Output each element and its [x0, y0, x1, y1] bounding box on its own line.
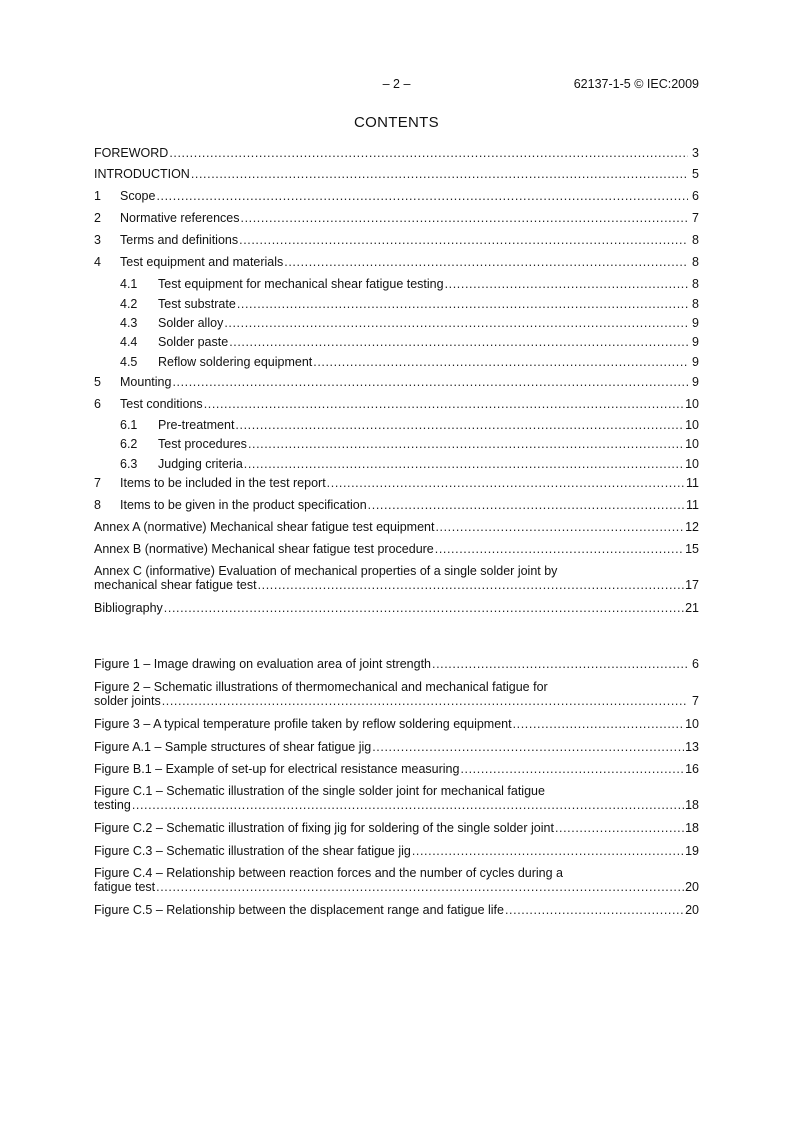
toc-entry-page: 9: [692, 316, 699, 330]
toc-entry-page: 9: [692, 335, 699, 349]
figure-entry-page: 16: [685, 762, 699, 776]
toc-entry-page: 5: [692, 167, 699, 181]
figure-entry-text-line: Figure 2 – Schematic illustrations of thermomechanical and mechanical fatigue for: [94, 680, 548, 694]
toc-entry[interactable]: [94, 316, 699, 330]
toc-entry-page: 10: [685, 397, 699, 411]
toc-entry-page: 15: [685, 542, 699, 556]
toc-entry[interactable]: [94, 457, 699, 471]
toc-entry-title: Bibliography: [94, 601, 163, 615]
figure-entry[interactable]: [94, 680, 699, 708]
toc-entry-title: Test equipment for mechanical shear fatigue testing: [158, 277, 444, 291]
toc-entry-page: 8: [692, 297, 699, 311]
toc-entry-title: Annex B (normative) Mechanical shear fatigue test procedure: [94, 542, 434, 556]
toc-entry-title: Items to be given in the product specification: [120, 498, 367, 512]
dot-leader: [435, 520, 684, 534]
toc-entry-title: mechanical shear fatigue test: [94, 578, 257, 592]
figure-entry-page: 18: [685, 821, 699, 835]
toc-entry-page: 17: [685, 578, 699, 592]
toc-entry-page: 8: [692, 255, 699, 269]
toc-entry[interactable]: [94, 418, 699, 432]
figure-entry-title: testing: [94, 798, 131, 812]
toc-entry-title: Items to be included in the test report: [120, 476, 326, 490]
toc-entry[interactable]: [94, 233, 699, 247]
figure-entry[interactable]: [94, 762, 699, 776]
toc-entry-page: 9: [692, 375, 699, 389]
dot-leader: [258, 578, 685, 592]
toc-entry-number: 7: [94, 476, 101, 490]
toc-entry[interactable]: [94, 189, 699, 203]
toc-entry-page: 12: [685, 520, 699, 534]
toc-entry-page: 11: [686, 498, 699, 512]
toc-entry-title: Reflow soldering equipment: [158, 355, 313, 369]
figure-entry-text-line: Figure C.1 – Schematic illustration of the single solder joint for mechanical fatigue: [94, 784, 545, 798]
figure-entry-title: Figure C.2 – Schematic illustration of fixing jig for soldering of the single solder joint: [94, 821, 554, 835]
toc-entry-title: FOREWORD: [94, 146, 169, 160]
toc-entry[interactable]: [94, 437, 699, 451]
toc-entry-title: Scope: [120, 189, 156, 203]
toc-entry[interactable]: [94, 167, 699, 181]
toc-entry-page: 10: [685, 457, 699, 471]
toc-entry[interactable]: [94, 564, 699, 592]
dot-leader: [156, 880, 684, 894]
dot-leader: [156, 189, 688, 203]
figure-entry[interactable]: [94, 717, 699, 731]
toc-entry-title: Normative references: [120, 211, 240, 225]
page-number: – 2 –: [382, 77, 411, 91]
dot-leader: [229, 335, 688, 349]
toc-entry-title: Pre-treatment: [158, 418, 235, 432]
toc-entry-title: Mounting: [120, 375, 172, 389]
toc-entry[interactable]: [94, 297, 699, 311]
contents-title: CONTENTS: [354, 114, 439, 131]
toc-entry-title: Annex A (normative) Mechanical shear fatigue test equipment: [94, 520, 435, 534]
toc-entry[interactable]: [94, 277, 699, 291]
dot-leader: [513, 717, 685, 731]
toc-entry-number: 2: [94, 211, 101, 225]
figure-entry-page: 19: [685, 844, 699, 858]
dot-leader: [327, 476, 685, 490]
toc-entry-title: Solder paste: [158, 335, 229, 349]
figure-entry-title: fatigue test: [94, 880, 156, 894]
dot-leader: [235, 418, 684, 432]
dot-leader: [132, 798, 684, 812]
figure-entry-text-line: Figure C.4 – Relationship between reaction forces and the number of cycles during a: [94, 866, 564, 880]
toc-entry-number: 1: [94, 189, 101, 203]
toc-entry[interactable]: [94, 476, 699, 490]
figure-entry[interactable]: [94, 903, 699, 917]
toc-entry-page: 8: [692, 233, 699, 247]
toc-entry-title: INTRODUCTION: [94, 167, 190, 181]
toc-entry[interactable]: [94, 397, 699, 411]
figure-entry-page: 10: [685, 717, 699, 731]
dot-leader: [460, 762, 684, 776]
toc-entry-number: 6.3: [120, 457, 138, 471]
toc-entry-page: 11: [686, 476, 699, 490]
toc-entry-number: 4.1: [120, 277, 138, 291]
figure-entry-title: Figure 1 – Image drawing on evaluation area of joint strength: [94, 657, 432, 671]
toc-entry-number: 5: [94, 375, 101, 389]
toc-entry-number: 6.1: [120, 418, 138, 432]
toc-entry[interactable]: [94, 542, 699, 556]
figure-entry[interactable]: [94, 821, 699, 835]
page-header: [94, 77, 699, 93]
dot-leader: [169, 146, 688, 160]
toc-entry-title: Test procedures: [158, 437, 247, 451]
dot-leader: [172, 375, 688, 389]
figure-entry-title: Figure B.1 – Example of set-up for electrical resistance measuring: [94, 762, 460, 776]
toc-entry-page: 10: [685, 418, 699, 432]
figure-entry-title: Figure A.1 – Sample structures of shear fatigue jig: [94, 740, 372, 754]
dot-leader: [191, 167, 688, 181]
figure-entry-page: 20: [685, 903, 699, 917]
toc-entry-number: 4.2: [120, 297, 138, 311]
dot-leader: [248, 437, 684, 451]
toc-entry-title: Test conditions: [120, 397, 203, 411]
toc-entry[interactable]: [94, 498, 699, 512]
figure-entry-page: 7: [692, 694, 699, 708]
figure-entry-title: Figure C.5 – Relationship between the displacement range and fatigue life: [94, 903, 504, 917]
toc-entry-number: 3: [94, 233, 101, 247]
dot-leader: [284, 255, 688, 269]
dot-leader: [239, 233, 688, 247]
toc-entry-page: 3: [692, 146, 699, 160]
toc-entry-number: 6.2: [120, 437, 138, 451]
toc-entry-number: 4: [94, 255, 101, 269]
document-reference: 62137-1-5 © IEC:2009: [573, 77, 699, 91]
figure-entry[interactable]: [94, 784, 699, 812]
figure-entry-title: Figure 3 – A typical temperature profile taken by reflow soldering equipment: [94, 717, 512, 731]
toc-entry[interactable]: [94, 335, 699, 349]
dot-leader: [445, 277, 688, 291]
toc-entry-title: Judging criteria: [158, 457, 243, 471]
dot-leader: [435, 542, 684, 556]
toc-entry-page: 10: [685, 437, 699, 451]
figure-entry[interactable]: [94, 844, 699, 858]
toc-entry-title: Test equipment and materials: [120, 255, 284, 269]
dot-leader: [204, 397, 684, 411]
dot-leader: [368, 498, 685, 512]
figure-entry-page: 18: [685, 798, 699, 812]
figure-entry[interactable]: [94, 740, 699, 754]
dot-leader: [244, 457, 684, 471]
toc-entry[interactable]: [94, 520, 699, 534]
dot-leader: [164, 601, 684, 615]
toc-entry[interactable]: [94, 355, 699, 369]
figure-entry[interactable]: [94, 866, 699, 894]
dot-leader: [372, 740, 684, 754]
dot-leader: [224, 316, 688, 330]
figure-entry[interactable]: [94, 657, 699, 671]
toc-entry-text-line: Annex C (informative) Evaluation of mechanical properties of a single solder joint by: [94, 564, 558, 578]
toc-entry-page: 21: [685, 601, 699, 615]
toc-entry[interactable]: [94, 211, 699, 225]
figure-entry-page: 20: [685, 880, 699, 894]
toc-entry[interactable]: [94, 375, 699, 389]
toc-entry-number: 4.4: [120, 335, 138, 349]
toc-entry-page: 8: [692, 277, 699, 291]
figure-entry-title: Figure C.3 – Schematic illustration of the shear fatigue jig: [94, 844, 411, 858]
toc-entry-title: Test substrate: [158, 297, 236, 311]
toc-entry-number: 4.3: [120, 316, 138, 330]
figure-entry-page: 6: [692, 657, 699, 671]
dot-leader: [162, 694, 688, 708]
figure-entry-title: solder joints: [94, 694, 161, 708]
toc-entry-number: 6: [94, 397, 101, 411]
figure-entry-page: 13: [685, 740, 699, 754]
toc-entry[interactable]: [94, 146, 699, 160]
toc-entry-number: 4.5: [120, 355, 138, 369]
toc-entry-page: 9: [692, 355, 699, 369]
toc-entry-number: 8: [94, 498, 101, 512]
toc-entry-page: 7: [692, 211, 699, 225]
dot-leader: [412, 844, 684, 858]
toc-entry[interactable]: [94, 255, 699, 269]
dot-leader: [313, 355, 688, 369]
dot-leader: [237, 297, 688, 311]
dot-leader: [505, 903, 684, 917]
toc-entry-page: 6: [692, 189, 699, 203]
dot-leader: [241, 211, 689, 225]
toc-entry-title: Terms and definitions: [120, 233, 239, 247]
toc-entry[interactable]: [94, 601, 699, 615]
dot-leader: [555, 821, 684, 835]
toc-entry-title: Solder alloy: [158, 316, 224, 330]
dot-leader: [432, 657, 688, 671]
